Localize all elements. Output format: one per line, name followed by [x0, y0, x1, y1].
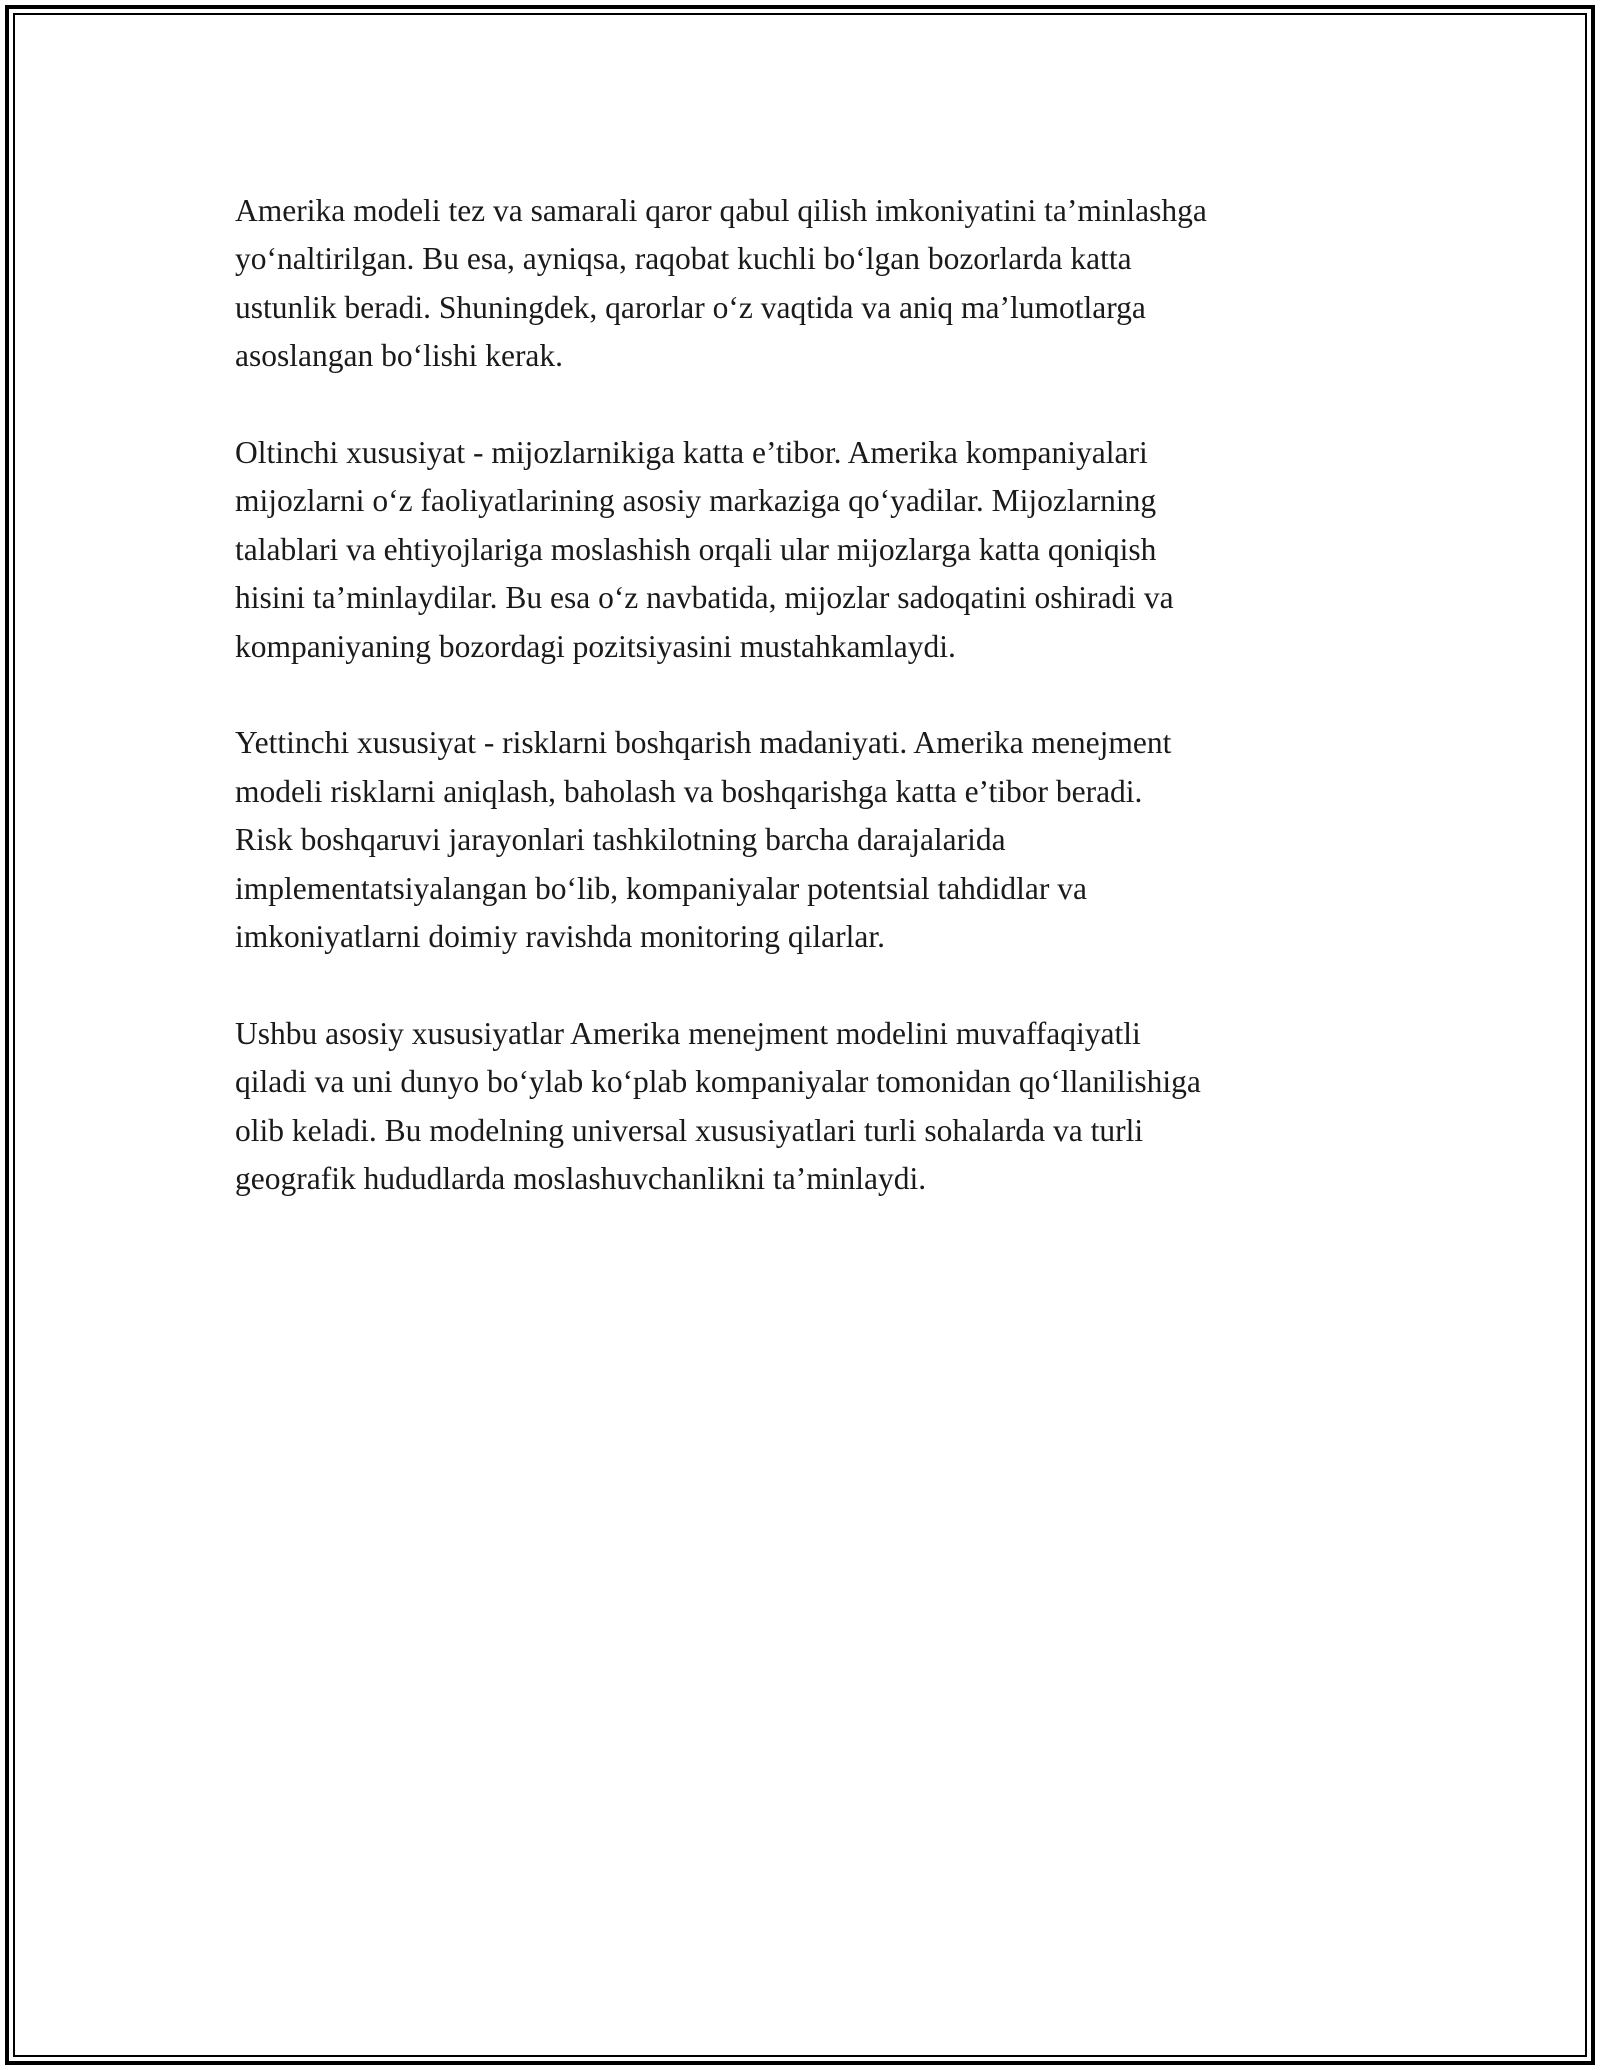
text-line: Yettinchi xususiyat - risklarni boshqarish madaniyati. Amerika menejment	[235, 725, 1172, 761]
text-line: Oltinchi xususiyat - mijozlarnikiga katta e’tibor. Amerika kompaniyalari	[235, 435, 1148, 471]
text-line: yo‘naltirilgan. Bu esa, ayniqsa, raqobat kuchli bo‘lgan bozorlarda katta	[235, 241, 1132, 277]
text-line: qiladi va uni dunyo bo‘ylab ko‘plab kompaniyalar tomonidan qo‘llanilishiga	[235, 1064, 1201, 1100]
text-line: olib keladi. Bu modelning universal xususiyatlari turli sohalarda va turli	[235, 1112, 1144, 1148]
text-line: geografik hududlarda moslashuvchanlikni ta’minlaydi.	[235, 1161, 927, 1197]
text-line: kompaniyaning bozordagi pozitsiyasini mustahkamlaydi.	[235, 628, 956, 664]
document-body	[235, 187, 1395, 1252]
text-line: implementatsiyalangan bo‘lib, kompaniyalar potentsial tahdidlar va	[235, 870, 1088, 906]
paragraph-1	[235, 187, 1395, 381]
text-line: mijozlarni o‘z faoliyatlarining asosiy markaziga qo‘yadilar. Mijozlarning	[235, 483, 1157, 519]
text-line: ustunlik beradi. Shuningdek, qarorlar o‘z vaqtida va aniq ma’lumotlarga	[235, 289, 1146, 325]
paragraph-4	[235, 1010, 1395, 1204]
paragraph-3	[235, 719, 1395, 961]
text-line: hisini ta’minlaydilar. Bu esa o‘z navbatida, mijozlar sadoqatini oshiradi va	[235, 580, 1174, 616]
text-line: modeli risklarni aniqlash, baholash va boshqarishga katta e’tibor beradi.	[235, 773, 1143, 809]
text-line: asoslangan bo‘lishi kerak.	[235, 338, 564, 374]
paragraph-2	[235, 429, 1395, 671]
text-line: Risk boshqaruvi jarayonlari tashkilotning barcha darajalarida	[235, 822, 1006, 858]
text-line: talablari va ehtiyojlariga moslashish orqali ular mijozlarga katta qoniqish	[235, 531, 1157, 567]
text-line: Ushbu asosiy xususiyatlar Amerika menejment modelini muvaffaqiyatli	[235, 1015, 1141, 1051]
text-line: imkoniyatlarni doimiy ravishda monitoring qilarlar.	[235, 919, 886, 955]
text-line: Amerika modeli tez va samarali qaror qabul qilish imkoniyatini ta’minlashga	[235, 193, 1207, 228]
